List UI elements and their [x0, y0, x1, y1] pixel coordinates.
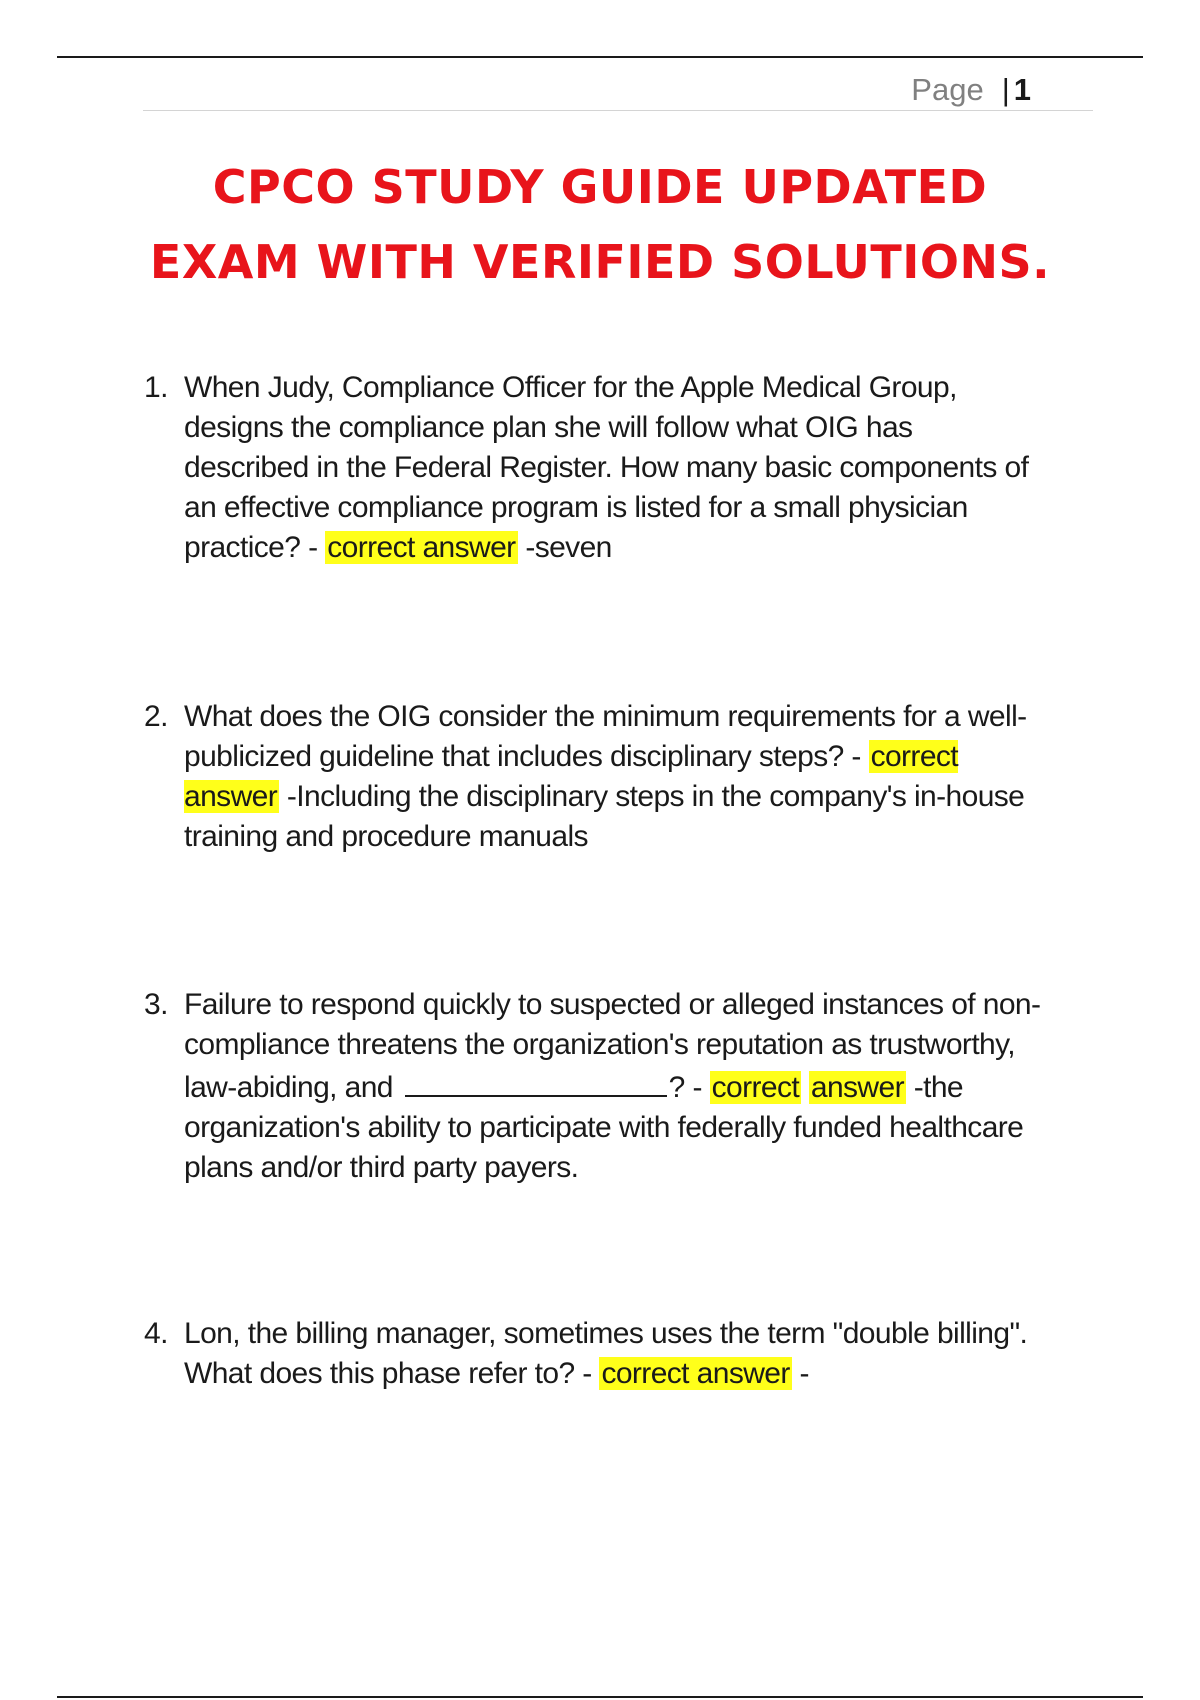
correct-answer-marker: correct answer [601, 1357, 790, 1390]
question-number: 2. [144, 700, 168, 733]
bottom-rule [57, 1696, 1143, 1698]
top-rule [57, 56, 1143, 58]
correct-answer-marker-part-2: answer [810, 1071, 904, 1104]
question-item-1 [144, 368, 1044, 568]
question-number: 1. [144, 371, 168, 404]
question-item-2 [144, 697, 1044, 857]
title-line-1: CPCO STUDY GUIDE UPDATED [212, 160, 988, 214]
question-body [184, 368, 1044, 568]
document-title [100, 150, 1100, 300]
page-number: 1 [1013, 72, 1031, 107]
question-number: 4. [144, 1317, 168, 1350]
fill-in-blank [405, 1065, 667, 1097]
answer-text: - [799, 1357, 809, 1390]
question-text-after-blank: ? - [668, 1071, 702, 1104]
question-text: When Judy, Compliance Officer for the Apple Medical Group, designs the compliance plan she will follow what OIG has described in the Federal Register. How many basic components of an effective compliance program is listed for a small physician practice? - [184, 371, 1029, 564]
answer-text: -seven [525, 531, 612, 564]
answer-text: -Including the disciplinary steps in the company's in-house training and procedure manuals [184, 780, 1025, 853]
page-header [143, 70, 1093, 111]
question-body [184, 985, 1044, 1188]
page-separator: | [1001, 72, 1010, 107]
answer-text: -the organization's ability to participate with federally funded healthcare plans and/or third party payers. [184, 1071, 1024, 1184]
question-body [184, 697, 1044, 857]
question-text: Failure to respond quickly to suspected or alleged instances of non-compliance threatens the organization's reputation as trustworthy, law-abiding, and [184, 988, 1041, 1104]
question-item-3 [144, 985, 1044, 1188]
correct-answer-marker-part-1: correct [711, 1071, 800, 1104]
correct-answer-marker: correct answer [327, 531, 516, 564]
question-number: 3. [144, 988, 168, 1021]
page-label: Page [911, 72, 984, 107]
question-body [184, 1314, 1044, 1394]
question-text: What does the OIG consider the minimum requirements for a well-publicized guideline that includes disciplinary steps? - [184, 700, 1027, 773]
title-line-2: EXAM WITH VERIFIED SOLUTIONS. [149, 235, 1051, 289]
question-text: Lon, the billing manager, sometimes uses the term "double billing". What does this phase refer to? - [184, 1317, 1028, 1390]
correct-answer-marker: correct answer [184, 740, 959, 813]
question-item-4 [144, 1314, 1044, 1394]
